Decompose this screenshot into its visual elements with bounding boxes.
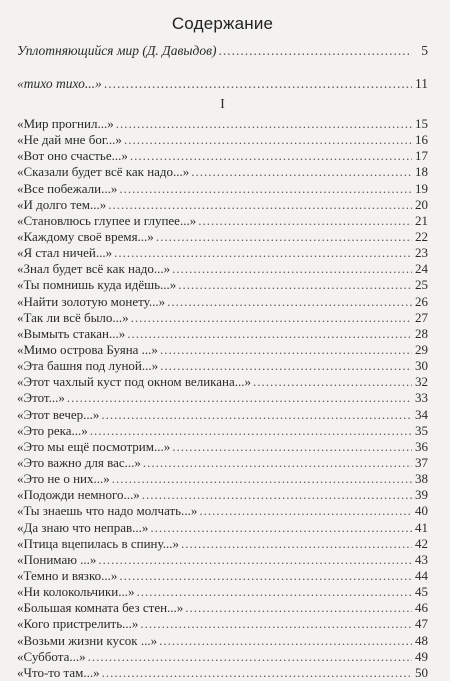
toc-entry-title: «Это река...» — [17, 422, 88, 438]
toc-entry[interactable] — [17, 520, 428, 536]
toc-entry-page: 39 — [415, 487, 428, 503]
toc-entry[interactable] — [17, 277, 428, 293]
toc-entry-page: 30 — [415, 358, 428, 374]
dot-leader — [160, 358, 412, 374]
toc-entry-page: 36 — [415, 438, 428, 454]
toc-entry[interactable] — [17, 197, 428, 213]
dot-leader — [178, 277, 412, 293]
toc-entry-page: 50 — [415, 664, 428, 680]
toc-entry[interactable] — [17, 665, 428, 681]
toc-entry-title: «Что-то там...» — [17, 664, 100, 680]
toc-entry-page: 11 — [415, 76, 428, 91]
toc-entry-page: 41 — [415, 519, 428, 535]
toc-entry-title: «Темно и вязко...» — [17, 567, 118, 583]
toc-entry-title: «Ты помнишь куда идёшь...» — [17, 277, 177, 293]
toc-entry[interactable] — [17, 358, 428, 374]
toc-entry[interactable] — [17, 164, 428, 180]
toc-entry-title: «Сказали будет всё как надо...» — [17, 164, 190, 180]
toc-entry[interactable] — [17, 390, 428, 406]
dot-leader — [112, 471, 412, 487]
dot-leader — [114, 245, 412, 261]
toc-entry-page: 35 — [415, 422, 428, 438]
dot-leader — [127, 326, 412, 342]
toc-entry-page: 5 — [421, 43, 428, 58]
dot-leader — [124, 132, 412, 148]
toc-entry[interactable] — [17, 503, 428, 519]
toc-entry-page: 44 — [415, 567, 428, 583]
toc-entry[interactable] — [17, 600, 428, 616]
toc-entry[interactable] — [17, 568, 428, 584]
toc-entry[interactable] — [17, 245, 428, 261]
toc-entry-title: «Этот чахлый куст под окном великана...» — [17, 374, 252, 390]
toc-entry[interactable] — [17, 487, 428, 503]
dot-leader — [185, 600, 412, 616]
page-title: Содержание — [171, 14, 274, 33]
toc-entry-page: 21 — [415, 212, 428, 228]
toc-entry-page: 46 — [415, 600, 428, 616]
dot-leader — [104, 75, 412, 93]
dot-leader — [101, 407, 412, 423]
dot-leader — [159, 633, 412, 649]
toc-entry-title: «Знал будет всё как надо...» — [17, 261, 171, 277]
dot-leader — [199, 503, 412, 519]
dot-leader — [150, 520, 412, 536]
toc-entry-page: 34 — [415, 406, 428, 422]
toc-entry-title: «Суббота...» — [17, 648, 86, 664]
toc-entry[interactable] — [17, 374, 428, 390]
toc-entry[interactable] — [17, 407, 428, 423]
toc-entry-title: «Вымыть стакан...» — [17, 325, 126, 341]
toc-entry[interactable] — [17, 261, 428, 277]
toc-entry-page: 22 — [415, 228, 428, 244]
spacer — [17, 60, 428, 75]
toc-entry-title: «Подожди немного...» — [17, 487, 140, 503]
dot-leader — [90, 423, 412, 439]
dot-leader — [88, 649, 412, 665]
dot-leader — [253, 374, 412, 390]
toc-entry-title: «тихо тихо...» — [17, 76, 102, 91]
toc-entry-page: 16 — [415, 132, 428, 148]
toc-entry-page: 48 — [415, 632, 428, 648]
toc-entry-title: «Ни колокольчики...» — [17, 584, 135, 600]
toc-entry-preface[interactable] — [17, 42, 428, 60]
dot-leader — [181, 536, 412, 552]
toc-entry-page: 28 — [415, 325, 428, 341]
toc-entry[interactable] — [17, 342, 428, 358]
toc-entry-page: 37 — [415, 454, 428, 470]
dot-leader — [131, 310, 412, 326]
toc-entry-page: 38 — [415, 471, 428, 487]
toc-entry-title: «Это важно для вас...» — [17, 454, 141, 470]
toc-entry-title: «Большая комната без стен...» — [17, 600, 184, 616]
dot-leader — [102, 665, 412, 681]
toc-entry[interactable] — [17, 552, 428, 568]
toc-entry[interactable] — [17, 229, 428, 245]
dot-leader — [137, 584, 413, 600]
toc-entry-page: 27 — [415, 309, 428, 325]
toc-entry-title: «Вот оно счастье...» — [17, 148, 128, 164]
toc-entry-page: 32 — [415, 374, 428, 390]
toc-entry[interactable] — [17, 181, 428, 197]
dot-leader — [140, 616, 412, 632]
toc-entry-title: «Ты знаешь что надо молчать...» — [17, 503, 198, 519]
toc-entry-title: «Мимо острова Буяна ...» — [17, 341, 158, 357]
dot-leader — [156, 229, 412, 245]
toc-entry-page: 26 — [415, 293, 428, 309]
dot-leader — [167, 294, 412, 310]
toc-entry-page: 17 — [415, 148, 428, 164]
toc-entry-title: «Эта башня под луной...» — [17, 358, 159, 374]
toc-entry-title: «Птица вцепилась в спину...» — [17, 535, 179, 551]
toc-entry-page: 23 — [415, 245, 428, 261]
toc-entry-title: «Кого пристрелить...» — [17, 616, 139, 632]
toc-entry-title: «Я стал ничей...» — [17, 245, 113, 261]
dot-leader — [191, 164, 412, 180]
toc-entry[interactable] — [17, 148, 428, 164]
toc-entry[interactable] — [17, 326, 428, 342]
toc-entry-page: 18 — [415, 164, 428, 180]
toc-entry-page: 25 — [415, 277, 428, 293]
toc-entry[interactable] — [17, 294, 428, 310]
toc-entry[interactable] — [17, 616, 428, 632]
toc-entry[interactable] — [17, 584, 428, 600]
toc-entry-page: 42 — [415, 535, 428, 551]
toc-entry-title: «И долго тем...» — [17, 196, 107, 212]
toc-entry-title: «Этот...» — [17, 390, 65, 406]
toc-entry-page: 29 — [415, 341, 428, 357]
toc-entry-opening-poem[interactable] — [17, 75, 428, 93]
dot-leader — [130, 148, 412, 164]
dot-leader — [218, 42, 412, 60]
toc-entry-title: «Найти золотую монету...» — [17, 293, 166, 309]
toc-entry-page: 33 — [415, 390, 428, 406]
toc-entry[interactable] — [17, 633, 428, 649]
dot-leader — [108, 197, 412, 213]
toc-entry-page: 20 — [415, 196, 428, 212]
dot-leader — [67, 390, 412, 406]
section-heading: I — [220, 96, 225, 111]
toc-entry-page: 43 — [415, 551, 428, 567]
toc-entry-title: «Мир прогнил...» — [17, 116, 114, 131]
toc-entry-page: 49 — [415, 648, 428, 664]
toc-entry[interactable] — [17, 116, 428, 132]
dot-leader — [172, 439, 412, 455]
toc-entry-title: «Все побежали...» — [17, 180, 118, 196]
dot-leader — [160, 342, 412, 358]
dot-leader — [172, 261, 412, 277]
dot-leader — [119, 568, 412, 584]
toc-entry[interactable] — [17, 423, 428, 439]
toc-entry[interactable] — [17, 455, 428, 471]
toc-entry-page: 45 — [415, 584, 428, 600]
toc-entry-page: 47 — [415, 616, 428, 632]
toc-entry[interactable] — [17, 132, 428, 148]
toc-entry-title: «Возьми жизни кусок ...» — [17, 632, 158, 648]
toc-entry-page: 15 — [415, 116, 428, 131]
toc-entry-title: Уплотняющийся мир (Д. Давыдов) — [17, 43, 217, 58]
toc-entry-title: «Каждому своё время...» — [17, 228, 154, 244]
dot-leader — [142, 487, 412, 503]
toc-entry[interactable] — [17, 649, 428, 665]
toc-entry-page: 19 — [415, 180, 428, 196]
dot-leader — [198, 213, 412, 229]
dot-leader — [119, 181, 412, 197]
toc-entry[interactable] — [17, 439, 428, 455]
dot-leader — [98, 552, 412, 568]
toc-entry-page: 40 — [415, 503, 428, 519]
toc-entry-title: «Не дай мне бог...» — [17, 132, 122, 148]
dot-leader — [116, 116, 412, 132]
toc-entry-title: «Становлюсь глупее и глупее...» — [17, 212, 197, 228]
dot-leader — [143, 455, 412, 471]
toc-entry[interactable] — [17, 310, 428, 326]
toc-list — [17, 116, 428, 681]
toc-entry[interactable] — [17, 471, 428, 487]
toc-entry-title: «Этот вечер...» — [17, 406, 100, 422]
toc-entry-page: 24 — [415, 261, 428, 277]
toc-entry-title: «Это не о них...» — [17, 471, 110, 487]
toc-entry-title: «Понимаю ...» — [17, 551, 97, 567]
toc-entry[interactable] — [17, 213, 428, 229]
toc-entry-title: «Так ли всё было...» — [17, 309, 129, 325]
toc-entry-title: «Да знаю что неправ...» — [17, 519, 149, 535]
toc-entry-title: «Это мы ещё посмотрим...» — [17, 438, 171, 454]
toc-entry[interactable] — [17, 536, 428, 552]
